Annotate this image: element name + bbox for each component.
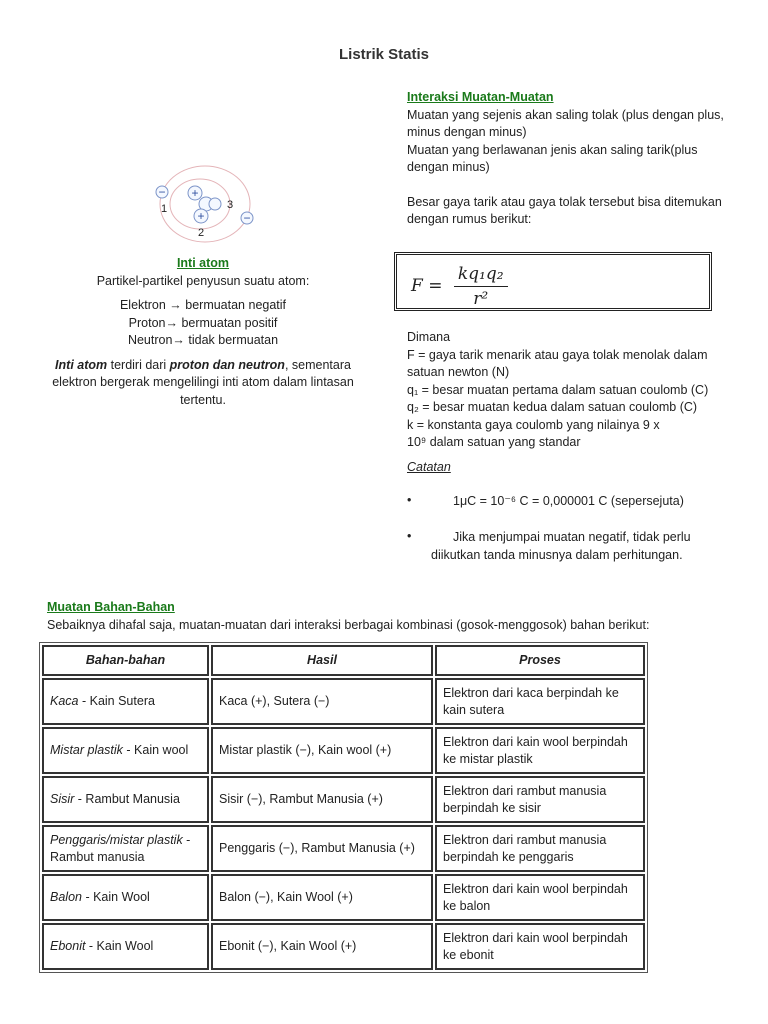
interaction-section bbox=[407, 89, 727, 229]
material-pair: - Kain wool bbox=[122, 743, 189, 757]
materials-intro: Sebaiknya dihafal saja, muatan-muatan dari interaksi berbagai kombinasi (gosok-menggosok) bahan berikut: bbox=[47, 617, 650, 632]
table-row bbox=[42, 874, 645, 921]
plus-sign-icon: + bbox=[191, 186, 199, 200]
page-title: Listrik Statis bbox=[338, 46, 430, 63]
bullet-icon: • bbox=[407, 529, 412, 543]
material-pair: - Kain Sutera bbox=[78, 694, 155, 708]
header-materials: Bahan-bahan bbox=[42, 645, 209, 676]
atom-heading: Inti atom bbox=[176, 256, 230, 270]
nucleus-mid: terdiri dari bbox=[107, 357, 170, 372]
header-process: Proses bbox=[435, 645, 645, 676]
def-q2: q₂ = besar muatan kedua dalam satuan coulomb (C) bbox=[407, 400, 698, 414]
neutron-2 bbox=[209, 198, 221, 210]
formula-denominator: r² bbox=[473, 289, 489, 309]
cell-process: Elektron dari kain wool berpindah ke mistar plastik bbox=[435, 727, 645, 774]
definitions-section bbox=[407, 329, 727, 452]
table-row bbox=[42, 678, 645, 725]
cell-material bbox=[42, 678, 209, 725]
def-q1: q₁ = besar muatan pertama dalam satuan coulomb (C) bbox=[407, 382, 709, 397]
coulomb-formula-box bbox=[394, 252, 712, 311]
material-main: Mistar plastik bbox=[50, 743, 123, 757]
where-label: Dimana bbox=[407, 330, 451, 344]
interaction-heading: Interaksi Muatan-Muatan bbox=[407, 90, 554, 104]
atom-label-1: 1 bbox=[160, 203, 168, 215]
minus-sign-icon: − bbox=[158, 185, 166, 199]
cell-process: Elektron dari kaca berpindah ke kain sutera bbox=[435, 678, 645, 725]
particle-proton: Proton→ bermuatan positif bbox=[128, 315, 278, 330]
def-k: k = konstanta gaya coulomb yang nilainya 9 x bbox=[407, 417, 660, 432]
plus-sign-icon: + bbox=[197, 209, 205, 223]
material-pair: - Rambut Manusia bbox=[74, 792, 180, 806]
material-main: Penggaris/mistar plastik bbox=[50, 832, 183, 847]
atom-label-3: 3 bbox=[226, 199, 234, 211]
cell-material bbox=[42, 727, 209, 774]
material-pair: - Kain Wool bbox=[85, 939, 154, 953]
cell-result: Sisir (−), Rambut Manusia (+) bbox=[211, 776, 433, 823]
materials-section bbox=[47, 599, 747, 634]
opposite-charge-text: Muatan yang berlawanan jenis akan saling tarik(plus dengan minus) bbox=[407, 142, 698, 174]
cell-process: Elektron dari kain wool berpindah ke ebonit bbox=[435, 923, 645, 970]
def-force: F = gaya tarik menarik atau gaya tolak menolak dalam satuan newton (N) bbox=[407, 347, 708, 379]
nucleus-parts: proton dan neutron bbox=[169, 357, 285, 372]
cell-material bbox=[42, 825, 209, 872]
material-main: Ebonit bbox=[50, 939, 86, 953]
materials-table bbox=[39, 642, 648, 973]
particle-electron: Elektron → bermuatan negatif bbox=[119, 298, 287, 312]
nucleus-description bbox=[40, 357, 366, 410]
cell-process: Elektron dari kain wool berpindah ke balon bbox=[435, 874, 645, 921]
nucleus-rest: , sementara elektron bergerak mengelilingi inti atom dalam lintasan tertentu. bbox=[52, 357, 354, 407]
atom-intro: Partikel-partikel penyusun suatu atom: bbox=[96, 273, 310, 288]
cell-process: Elektron dari rambut manusia berpindah ke penggaris bbox=[435, 825, 645, 872]
particle-neutron: Neutron→ tidak bermuatan bbox=[127, 333, 279, 347]
note-text-1: 1μC = 10⁻⁶ C = 0,000001 C (sepersejuta) bbox=[453, 494, 684, 508]
same-charge-text: Muatan yang sejenis akan saling tolak (plus dengan plus, minus dengan minus) bbox=[407, 107, 724, 139]
cell-result: Kaca (+), Sutera (−) bbox=[211, 678, 433, 725]
formula-numerator: kq₁q₂ bbox=[454, 264, 508, 287]
material-main: Sisir bbox=[50, 792, 75, 806]
table-row bbox=[42, 776, 645, 823]
coulomb-formula bbox=[411, 264, 508, 309]
bullet-icon: • bbox=[407, 493, 412, 507]
atom-label-2: 2 bbox=[197, 227, 205, 239]
cell-material bbox=[42, 923, 209, 970]
cell-result: Penggaris (−), Rambut Manusia (+) bbox=[211, 825, 433, 872]
table-row bbox=[42, 825, 645, 872]
atom-section bbox=[40, 255, 366, 409]
note-text-2: Jika menjumpai muatan negatif, tidak perlu diikutkan tanda minusnya dalam perhitungan. bbox=[431, 530, 691, 562]
material-pair: - Rambut manusia bbox=[50, 832, 191, 864]
notes-section bbox=[407, 459, 727, 477]
def-k-units: 10⁹ dalam satuan yang standar bbox=[407, 435, 581, 449]
header-result: Hasil bbox=[211, 645, 433, 676]
minus-sign-icon: − bbox=[243, 211, 251, 225]
notes-heading: Catatan bbox=[407, 460, 451, 474]
atom-diagram-illustration bbox=[150, 160, 260, 250]
cell-result: Mistar plastik (−), Kain wool (+) bbox=[211, 727, 433, 774]
note-item-1 bbox=[407, 493, 727, 511]
material-pair: - Kain Wool bbox=[81, 890, 150, 904]
formula-lhs: F = bbox=[411, 276, 443, 296]
note-item-2 bbox=[407, 529, 727, 564]
nucleus-term: Inti atom bbox=[55, 357, 108, 372]
cell-result: Ebonit (−), Kain Wool (+) bbox=[211, 923, 433, 970]
table-row bbox=[42, 923, 645, 970]
table-header-row bbox=[42, 645, 645, 676]
material-main: Kaca bbox=[50, 694, 79, 708]
formula-fraction bbox=[454, 264, 508, 309]
table-row bbox=[42, 727, 645, 774]
cell-process: Elektron dari rambut manusia berpindah ke sisir bbox=[435, 776, 645, 823]
material-main: Balon bbox=[50, 890, 82, 904]
cell-material bbox=[42, 874, 209, 921]
cell-material bbox=[42, 776, 209, 823]
materials-heading: Muatan Bahan-Bahan bbox=[47, 600, 175, 614]
force-intro-text: Besar gaya tarik atau gaya tolak tersebut bisa ditemukan dengan rumus berikut: bbox=[407, 194, 722, 226]
cell-result: Balon (−), Kain Wool (+) bbox=[211, 874, 433, 921]
